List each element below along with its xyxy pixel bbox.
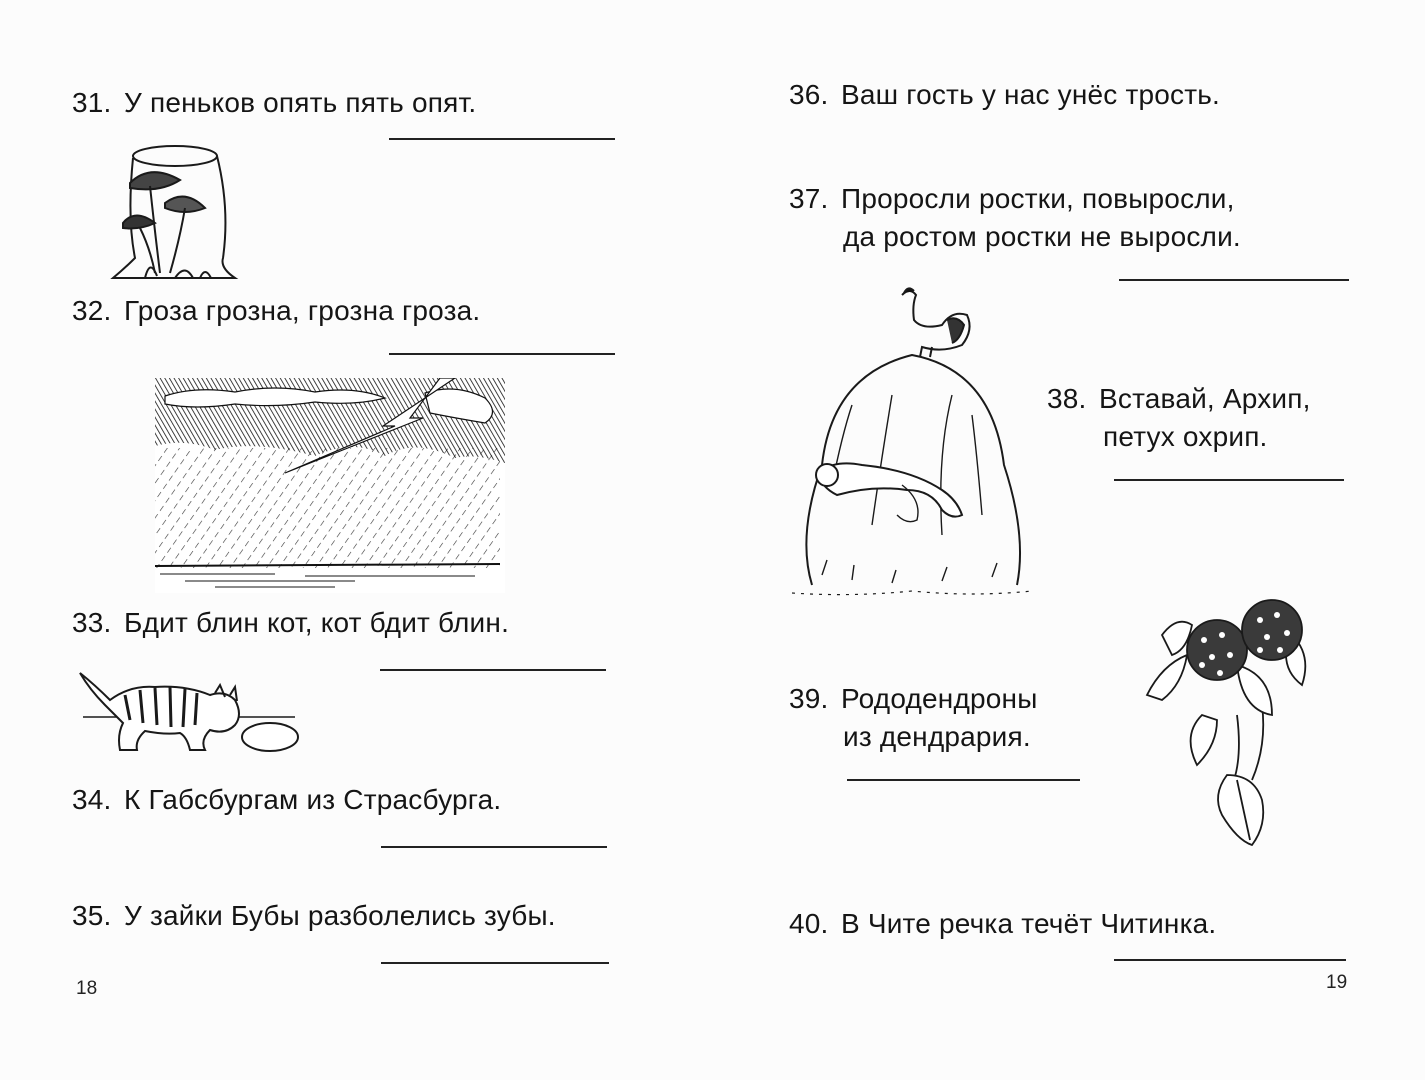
item-number: 40. — [789, 908, 829, 939]
item-number: 39. — [789, 683, 829, 714]
item-text: В Чите речка течёт Читинка. — [841, 908, 1217, 939]
item-text: У зайки Бубы разболелись зубы. — [124, 900, 556, 931]
answer-line-32[interactable] — [389, 353, 615, 355]
item-number: 31. — [72, 87, 112, 118]
tongue-twister-39 — [789, 680, 1038, 756]
tongue-twister-33 — [72, 604, 509, 642]
page-number-right: 19 — [1326, 972, 1348, 993]
item-text: К Габсбургам из Страсбурга. — [124, 784, 502, 815]
item-number: 33. — [72, 607, 112, 638]
tongue-twister-36 — [789, 76, 1220, 114]
item-number: 37. — [789, 183, 829, 214]
tongue-twister-32 — [72, 292, 480, 330]
item-text: У пеньков опять пять опят. — [124, 87, 477, 118]
item-text: Рододендроны — [841, 683, 1038, 714]
item-number: 34. — [72, 784, 112, 815]
item-text: Ваш гость у нас унёс трость. — [841, 79, 1221, 110]
item-number: 35. — [72, 900, 112, 931]
item-number: 38. — [1047, 383, 1087, 414]
item-number: 32. — [72, 295, 112, 326]
page-number-left: 18 — [76, 978, 98, 999]
tongue-twister-34 — [72, 781, 501, 819]
tongue-twister-40 — [789, 905, 1216, 943]
answer-line-38[interactable] — [1114, 479, 1344, 481]
answer-line-31[interactable] — [389, 138, 615, 140]
item-text-line2: петух охрип. — [1103, 421, 1268, 452]
haystack-rooster-illustration — [792, 285, 1032, 600]
tongue-twister-31 — [72, 84, 476, 122]
tongue-twister-35 — [72, 897, 556, 935]
tongue-twister-37 — [789, 180, 1241, 256]
stump-mushrooms-illustration — [105, 138, 245, 288]
answer-line-39[interactable] — [847, 779, 1080, 781]
item-text: Проросли ростки, повыросли, — [841, 183, 1235, 214]
answer-line-34[interactable] — [381, 846, 607, 848]
item-text-line2: да ростом ростки не выросли. — [843, 221, 1241, 252]
cat-pancake-illustration — [75, 665, 305, 755]
answer-line-33[interactable] — [380, 669, 606, 671]
item-text: Вставай, Архип, — [1099, 383, 1311, 414]
answer-line-35[interactable] — [381, 962, 609, 964]
tongue-twister-38 — [1047, 380, 1311, 456]
left-page — [0, 0, 712, 1080]
right-page — [712, 0, 1425, 1080]
item-text: Бдит блин кот, кот бдит блин. — [124, 607, 510, 638]
answer-line-37[interactable] — [1119, 279, 1349, 281]
thunderstorm-illustration — [155, 378, 505, 593]
item-text-line2: из дендрария. — [843, 721, 1031, 752]
item-number: 36. — [789, 79, 829, 110]
answer-line-40[interactable] — [1114, 959, 1346, 961]
rhododendron-illustration — [1142, 595, 1317, 850]
item-text: Гроза грозна, грозна гроза. — [124, 295, 481, 326]
